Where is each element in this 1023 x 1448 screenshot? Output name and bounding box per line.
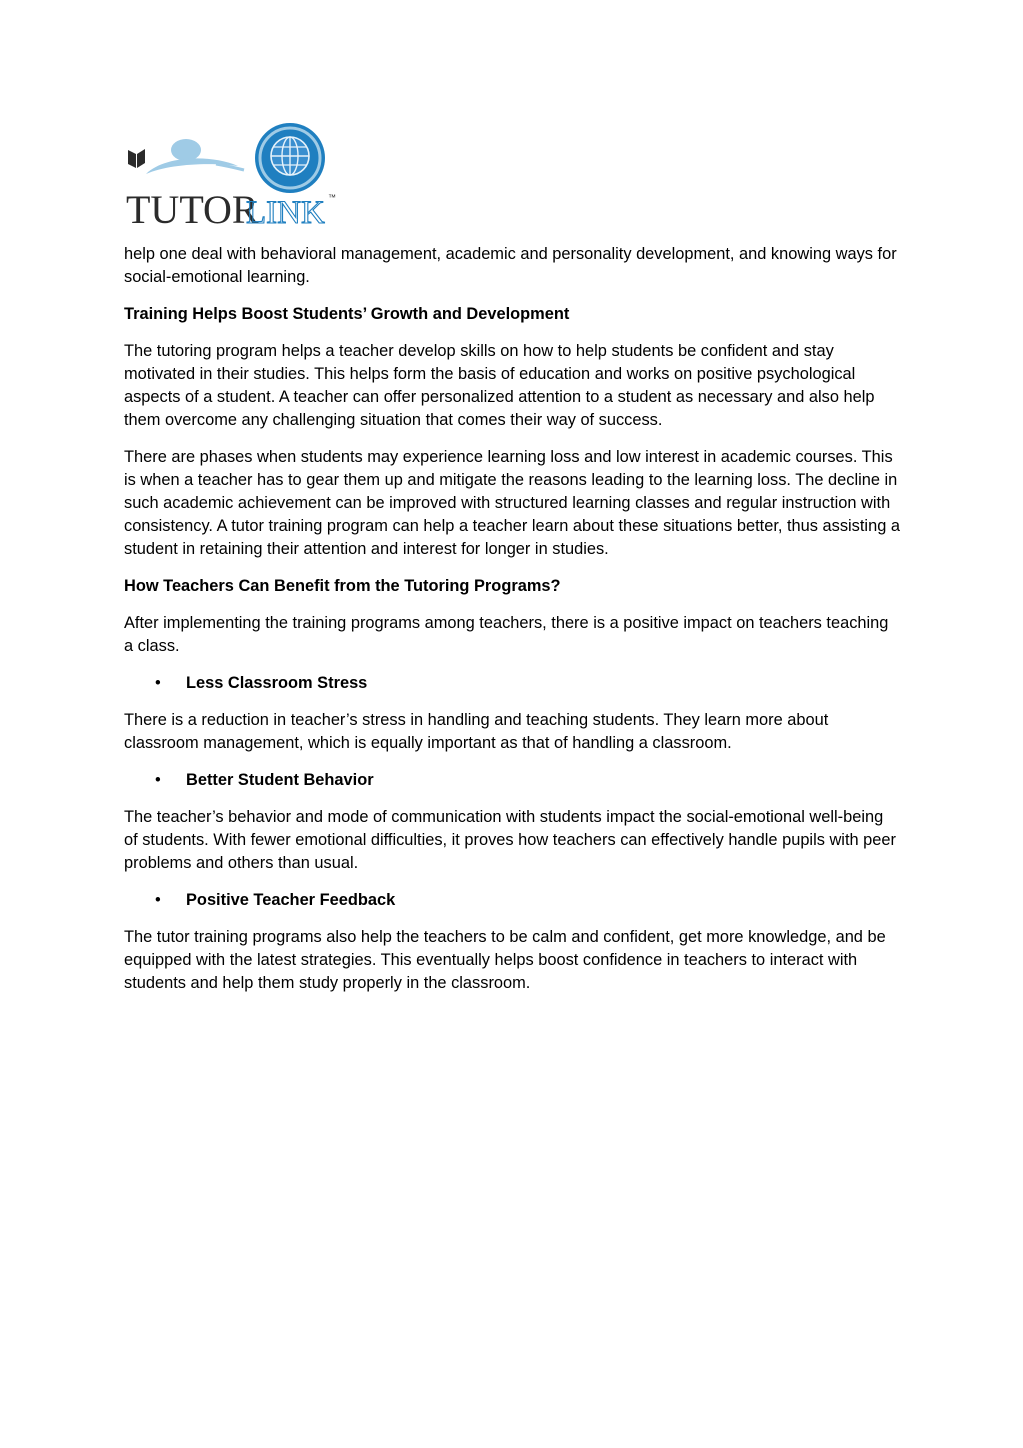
tutorlink-logo	[124, 122, 340, 234]
paragraph-positive-impact: After implementing the training programs among teachers, there is a positive impact on teachers teaching a class.	[124, 614, 889, 655]
book-icon	[128, 149, 145, 168]
paragraph-learning-loss: There are phases when students may experience learning loss and low interest in academic courses. This is when a teacher has to gear them up and mitigate the reasons leading to the learning loss. The decline in such academic achievement can be improved with structured learning classes and regular instruction with consistency. A tutor training program can help a teacher learn about these situations better, thus assisting a student in retaining their attention and interest for longer in studies.	[124, 448, 900, 558]
bullet-item-teacher-feedback	[124, 889, 900, 912]
paragraph-feedback: The tutor training programs also help the teachers to be calm and confident, get more knowledge, and be equipped with the latest strategies. This eventually helps boost confidence in teachers to interact with students and help them study properly in the classroom.	[124, 928, 886, 992]
logo-trademark: ™	[328, 193, 336, 202]
section-heading-growth: Training Helps Boost Students’ Growth and Development	[124, 305, 570, 323]
intro-paragraph: help one deal with behavioral management, academic and personality development, and knowing ways for social-emotional learning.	[124, 245, 897, 286]
tutorlink-logo-graphic	[124, 122, 340, 234]
bullet-icon: •	[155, 891, 161, 909]
section-heading-benefits: How Teachers Can Benefit from the Tutoring Programs?	[124, 577, 561, 595]
paragraph-behavior: The teacher’s behavior and mode of communication with students impact the social-emotional well-being of students. With fewer emotional difficulties, it proves how teachers can effectively handle pupils with peer problems and others than usual.	[124, 808, 896, 872]
bullet-icon: •	[155, 674, 161, 692]
bullet-item-less-stress	[124, 672, 900, 695]
bullet-label: Positive Teacher Feedback	[186, 891, 396, 909]
logo-wordmark-link: LINK	[246, 195, 325, 231]
paragraph-tutoring-skills: The tutoring program helps a teacher develop skills on how to help students be confident and stay motivated in their studies. This helps form the basis of education and works on positive psychological aspects of a student. A teacher can offer personalized attention to a student as necessary and also help them overcome any challenging situation that comes their way of success.	[124, 342, 875, 429]
person-figure-icon	[146, 139, 244, 174]
document-body	[124, 243, 900, 1009]
bullet-item-student-behavior	[124, 769, 900, 792]
bullet-icon: •	[155, 771, 161, 789]
bullet-label: Better Student Behavior	[186, 771, 374, 789]
bullet-label: Less Classroom Stress	[186, 674, 368, 692]
logo-wordmark-tutor: TUTOR	[126, 187, 259, 232]
globe-icon	[255, 123, 325, 193]
paragraph-stress-reduction: There is a reduction in teacher’s stress in handling and teaching students. They learn more about classroom management, which is equally important as that of handling a classroom.	[124, 711, 829, 752]
